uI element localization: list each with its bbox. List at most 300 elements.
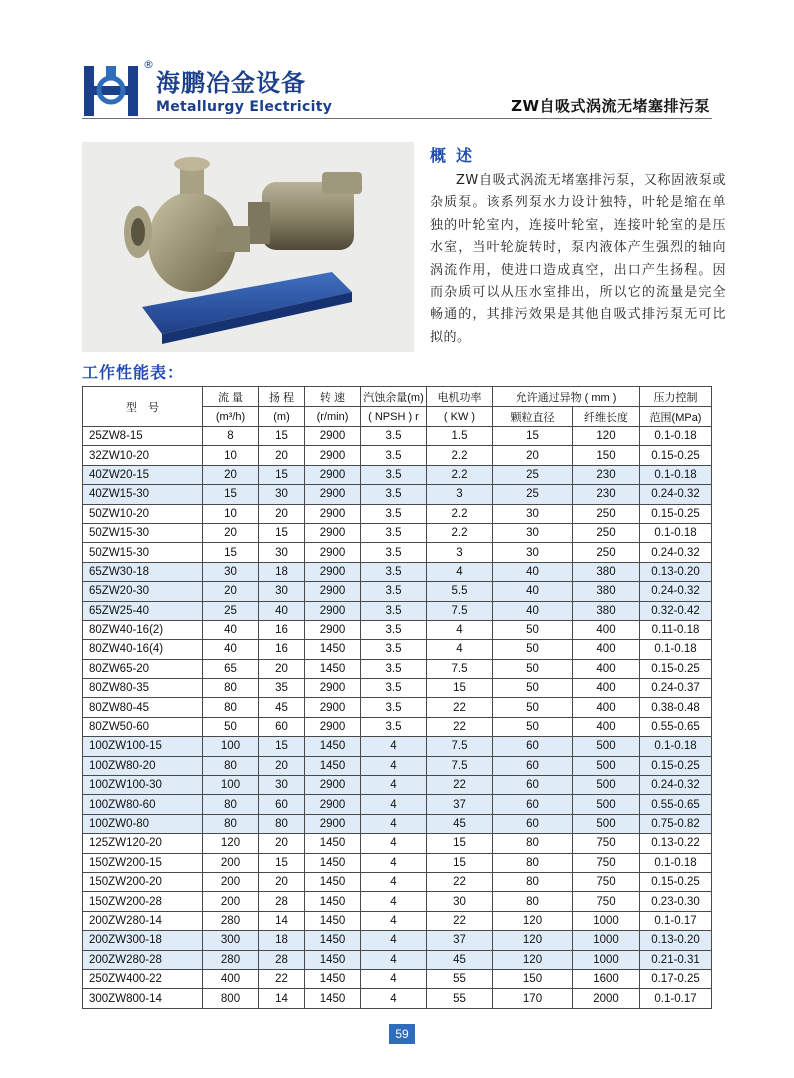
cell-head: 30 bbox=[259, 485, 305, 504]
cell-head: 20 bbox=[259, 446, 305, 465]
cell-pressure: 0.1-0.18 bbox=[640, 640, 712, 659]
cell-speed: 2900 bbox=[305, 543, 361, 562]
cell-power: 4 bbox=[427, 640, 493, 659]
table-row bbox=[83, 737, 712, 756]
cell-head: 15 bbox=[259, 737, 305, 756]
cell-power: 30 bbox=[427, 892, 493, 911]
cell-power: 3 bbox=[427, 543, 493, 562]
cell-head: 15 bbox=[259, 523, 305, 542]
header-pressure: 压力控制 bbox=[640, 387, 712, 407]
product-photo bbox=[82, 142, 414, 352]
cell-pressure: 0.13-0.20 bbox=[640, 562, 712, 581]
cell-model: 100ZW100-15 bbox=[83, 737, 203, 756]
cell-pressure: 0.15-0.25 bbox=[640, 756, 712, 775]
cell-model: 80ZW65-20 bbox=[83, 659, 203, 678]
cell-head: 30 bbox=[259, 543, 305, 562]
cell-flow: 10 bbox=[203, 504, 259, 523]
cell-power: 7.5 bbox=[427, 756, 493, 775]
cell-flow: 800 bbox=[203, 989, 259, 1008]
cell-power: 15 bbox=[427, 679, 493, 698]
cell-head: 60 bbox=[259, 717, 305, 736]
brand-logo-icon bbox=[82, 62, 142, 120]
cell-power: 3 bbox=[427, 485, 493, 504]
cell-fiber: 400 bbox=[573, 698, 640, 717]
cell-fiber: 400 bbox=[573, 659, 640, 678]
header-particle: 颗粒直径 bbox=[493, 407, 573, 427]
cell-npsh: 3.5 bbox=[361, 485, 427, 504]
cell-npsh: 3.5 bbox=[361, 659, 427, 678]
cell-power: 22 bbox=[427, 698, 493, 717]
cell-particle: 50 bbox=[493, 659, 573, 678]
table-row bbox=[83, 698, 712, 717]
cell-model: 150ZW200-28 bbox=[83, 892, 203, 911]
cell-speed: 1450 bbox=[305, 969, 361, 988]
table-row bbox=[83, 853, 712, 872]
cell-particle: 150 bbox=[493, 969, 573, 988]
cell-pressure: 0.1-0.17 bbox=[640, 911, 712, 930]
cell-npsh: 4 bbox=[361, 872, 427, 891]
pump-illustration bbox=[82, 142, 414, 352]
cell-fiber: 400 bbox=[573, 679, 640, 698]
cell-npsh: 4 bbox=[361, 795, 427, 814]
cell-fiber: 230 bbox=[573, 485, 640, 504]
cell-npsh: 3.5 bbox=[361, 717, 427, 736]
cell-head: 20 bbox=[259, 659, 305, 678]
cell-pressure: 0.1-0.18 bbox=[640, 737, 712, 756]
cell-fiber: 1000 bbox=[573, 911, 640, 930]
table-row bbox=[83, 485, 712, 504]
table-row bbox=[83, 931, 712, 950]
cell-speed: 1450 bbox=[305, 931, 361, 950]
cell-pressure: 0.21-0.31 bbox=[640, 950, 712, 969]
cell-flow: 100 bbox=[203, 737, 259, 756]
cell-particle: 60 bbox=[493, 756, 573, 775]
table-row bbox=[83, 562, 712, 581]
cell-particle: 60 bbox=[493, 814, 573, 833]
cell-speed: 2900 bbox=[305, 485, 361, 504]
cell-power: 22 bbox=[427, 872, 493, 891]
cell-head: 14 bbox=[259, 911, 305, 930]
cell-flow: 20 bbox=[203, 523, 259, 542]
cell-power: 15 bbox=[427, 834, 493, 853]
header-model: 型 号 bbox=[83, 387, 203, 427]
cell-npsh: 3.5 bbox=[361, 427, 427, 446]
cell-model: 100ZW80-20 bbox=[83, 756, 203, 775]
cell-fiber: 230 bbox=[573, 465, 640, 484]
cell-fiber: 250 bbox=[573, 523, 640, 542]
cell-npsh: 4 bbox=[361, 814, 427, 833]
cell-power: 7.5 bbox=[427, 659, 493, 678]
table-row bbox=[83, 504, 712, 523]
cell-fiber: 750 bbox=[573, 892, 640, 911]
cell-particle: 25 bbox=[493, 465, 573, 484]
cell-power: 4 bbox=[427, 562, 493, 581]
cell-speed: 1450 bbox=[305, 892, 361, 911]
table-body bbox=[83, 427, 712, 1009]
cell-flow: 20 bbox=[203, 582, 259, 601]
cell-pressure: 0.1-0.18 bbox=[640, 465, 712, 484]
cell-pressure: 0.1-0.18 bbox=[640, 523, 712, 542]
cell-pressure: 0.24-0.37 bbox=[640, 679, 712, 698]
cell-model: 40ZW15-30 bbox=[83, 485, 203, 504]
cell-flow: 30 bbox=[203, 562, 259, 581]
cell-particle: 30 bbox=[493, 504, 573, 523]
cell-fiber: 380 bbox=[573, 562, 640, 581]
cell-particle: 40 bbox=[493, 601, 573, 620]
page-number: 59 bbox=[389, 1024, 415, 1044]
cell-head: 18 bbox=[259, 562, 305, 581]
cell-pressure: 0.13-0.20 bbox=[640, 931, 712, 950]
cell-npsh: 4 bbox=[361, 892, 427, 911]
cell-power: 2.2 bbox=[427, 523, 493, 542]
cell-npsh: 3.5 bbox=[361, 620, 427, 639]
cell-particle: 50 bbox=[493, 620, 573, 639]
cell-head: 80 bbox=[259, 814, 305, 833]
cell-head: 30 bbox=[259, 582, 305, 601]
cell-particle: 120 bbox=[493, 931, 573, 950]
cell-model: 250ZW400-22 bbox=[83, 969, 203, 988]
cell-fiber: 500 bbox=[573, 737, 640, 756]
cell-npsh: 4 bbox=[361, 776, 427, 795]
cell-fiber: 250 bbox=[573, 543, 640, 562]
cell-speed: 2900 bbox=[305, 620, 361, 639]
cell-head: 28 bbox=[259, 892, 305, 911]
cell-npsh: 3.5 bbox=[361, 698, 427, 717]
cell-model: 50ZW15-30 bbox=[83, 523, 203, 542]
header-npsh: 汽蚀余量(m) bbox=[361, 387, 427, 407]
cell-particle: 30 bbox=[493, 543, 573, 562]
cell-fiber: 750 bbox=[573, 872, 640, 891]
cell-fiber: 500 bbox=[573, 756, 640, 775]
cell-power: 7.5 bbox=[427, 601, 493, 620]
cell-model: 125ZW120-20 bbox=[83, 834, 203, 853]
cell-power: 22 bbox=[427, 911, 493, 930]
cell-particle: 60 bbox=[493, 795, 573, 814]
cell-pressure: 0.55-0.65 bbox=[640, 717, 712, 736]
cell-particle: 40 bbox=[493, 582, 573, 601]
cell-speed: 2900 bbox=[305, 776, 361, 795]
cell-head: 45 bbox=[259, 698, 305, 717]
cell-speed: 2900 bbox=[305, 698, 361, 717]
cell-fiber: 380 bbox=[573, 582, 640, 601]
cell-npsh: 4 bbox=[361, 911, 427, 930]
cell-pressure: 0.15-0.25 bbox=[640, 659, 712, 678]
cell-power: 22 bbox=[427, 717, 493, 736]
cell-pressure: 0.75-0.82 bbox=[640, 814, 712, 833]
cell-pressure: 0.15-0.25 bbox=[640, 872, 712, 891]
cell-power: 2.2 bbox=[427, 465, 493, 484]
header-flow-unit: (m³/h) bbox=[203, 407, 259, 427]
cell-npsh: 4 bbox=[361, 950, 427, 969]
performance-table bbox=[82, 386, 712, 1009]
cell-speed: 2900 bbox=[305, 523, 361, 542]
cell-npsh: 3.5 bbox=[361, 465, 427, 484]
cell-head: 40 bbox=[259, 601, 305, 620]
cell-particle: 80 bbox=[493, 853, 573, 872]
table-row bbox=[83, 582, 712, 601]
cell-npsh: 3.5 bbox=[361, 543, 427, 562]
cell-fiber: 1000 bbox=[573, 950, 640, 969]
cell-model: 200ZW280-14 bbox=[83, 911, 203, 930]
cell-flow: 200 bbox=[203, 853, 259, 872]
header-divider bbox=[82, 118, 712, 119]
cell-fiber: 400 bbox=[573, 717, 640, 736]
table-row bbox=[83, 659, 712, 678]
cell-model: 25ZW8-15 bbox=[83, 427, 203, 446]
cell-pressure: 0.24-0.32 bbox=[640, 485, 712, 504]
cell-flow: 20 bbox=[203, 465, 259, 484]
table-row bbox=[83, 640, 712, 659]
table-row bbox=[83, 892, 712, 911]
cell-fiber: 1000 bbox=[573, 931, 640, 950]
table-row bbox=[83, 620, 712, 639]
cell-particle: 80 bbox=[493, 892, 573, 911]
table-row bbox=[83, 795, 712, 814]
cell-model: 150ZW200-15 bbox=[83, 853, 203, 872]
cell-speed: 1450 bbox=[305, 950, 361, 969]
cell-head: 15 bbox=[259, 427, 305, 446]
cell-flow: 25 bbox=[203, 601, 259, 620]
cell-fiber: 150 bbox=[573, 446, 640, 465]
overview-paragraph: ZW自吸式涡流无堵塞排污泵，又称固液泵或杂质泵。该系列泵水力设计独特，叶轮是缩在单独的叶轮室内，连接叶轮室，连接叶轮室的是压水室，当叶轮旋转时，泵内液体产生强烈的轴向涡流作用，使进口造成真空，出口产生扬程。因而杂质可以从压水室排出，所以它的流量是完全畅通的，其排污效果是其他自吸式排污泵无可比拟的。 bbox=[430, 173, 726, 345]
cell-model: 80ZW80-45 bbox=[83, 698, 203, 717]
brand-name-en: Metallurgy Electricity bbox=[156, 99, 333, 115]
cell-fiber: 500 bbox=[573, 795, 640, 814]
cell-speed: 2900 bbox=[305, 504, 361, 523]
cell-power: 15 bbox=[427, 853, 493, 872]
cell-speed: 1450 bbox=[305, 872, 361, 891]
cell-speed: 2900 bbox=[305, 446, 361, 465]
table-row bbox=[83, 756, 712, 775]
performance-table-heading: 工作性能表： bbox=[82, 363, 185, 382]
table-row bbox=[83, 543, 712, 562]
cell-speed: 2900 bbox=[305, 795, 361, 814]
header-power-unit: ( KW ) bbox=[427, 407, 493, 427]
cell-flow: 80 bbox=[203, 795, 259, 814]
cell-fiber: 250 bbox=[573, 504, 640, 523]
cell-speed: 2900 bbox=[305, 717, 361, 736]
cell-flow: 300 bbox=[203, 931, 259, 950]
cell-power: 37 bbox=[427, 795, 493, 814]
header-power: 电机功率 bbox=[427, 387, 493, 407]
table-row bbox=[83, 601, 712, 620]
cell-pressure: 0.13-0.22 bbox=[640, 834, 712, 853]
header-pressure-unit: 范围(MPa) bbox=[640, 407, 712, 427]
cell-model: 32ZW10-20 bbox=[83, 446, 203, 465]
cell-head: 20 bbox=[259, 504, 305, 523]
cell-flow: 80 bbox=[203, 814, 259, 833]
cell-pressure: 0.38-0.48 bbox=[640, 698, 712, 717]
header-speed-unit: (r/min) bbox=[305, 407, 361, 427]
cell-npsh: 4 bbox=[361, 969, 427, 988]
header-head-unit: (m) bbox=[259, 407, 305, 427]
cell-model: 80ZW40-16(2) bbox=[83, 620, 203, 639]
cell-speed: 2900 bbox=[305, 814, 361, 833]
table-row bbox=[83, 427, 712, 446]
cell-head: 14 bbox=[259, 989, 305, 1008]
cell-flow: 8 bbox=[203, 427, 259, 446]
cell-flow: 80 bbox=[203, 756, 259, 775]
cell-pressure: 0.23-0.30 bbox=[640, 892, 712, 911]
cell-model: 100ZW80-60 bbox=[83, 795, 203, 814]
table-row bbox=[83, 717, 712, 736]
cell-speed: 1450 bbox=[305, 640, 361, 659]
cell-speed: 2900 bbox=[305, 582, 361, 601]
cell-flow: 120 bbox=[203, 834, 259, 853]
cell-pressure: 0.55-0.65 bbox=[640, 795, 712, 814]
cell-pressure: 0.1-0.18 bbox=[640, 853, 712, 872]
cell-particle: 50 bbox=[493, 679, 573, 698]
cell-flow: 200 bbox=[203, 872, 259, 891]
cell-model: 65ZW20-30 bbox=[83, 582, 203, 601]
cell-fiber: 500 bbox=[573, 776, 640, 795]
cell-npsh: 4 bbox=[361, 737, 427, 756]
table-row bbox=[83, 523, 712, 542]
table-row bbox=[83, 776, 712, 795]
cell-flow: 15 bbox=[203, 485, 259, 504]
table-header bbox=[83, 387, 712, 427]
cell-model: 200ZW280-28 bbox=[83, 950, 203, 969]
cell-pressure: 0.15-0.25 bbox=[640, 446, 712, 465]
cell-fiber: 2000 bbox=[573, 989, 640, 1008]
cell-model: 50ZW10-20 bbox=[83, 504, 203, 523]
cell-fiber: 400 bbox=[573, 620, 640, 639]
cell-npsh: 3.5 bbox=[361, 679, 427, 698]
cell-power: 55 bbox=[427, 969, 493, 988]
cell-power: 37 bbox=[427, 931, 493, 950]
cell-particle: 30 bbox=[493, 523, 573, 542]
cell-head: 20 bbox=[259, 872, 305, 891]
cell-power: 2.2 bbox=[427, 446, 493, 465]
cell-model: 100ZW0-80 bbox=[83, 814, 203, 833]
cell-model: 100ZW100-30 bbox=[83, 776, 203, 795]
table-row bbox=[83, 989, 712, 1008]
cell-flow: 80 bbox=[203, 679, 259, 698]
cell-speed: 2900 bbox=[305, 601, 361, 620]
cell-pressure: 0.24-0.32 bbox=[640, 543, 712, 562]
cell-model: 80ZW50-60 bbox=[83, 717, 203, 736]
cell-flow: 65 bbox=[203, 659, 259, 678]
cell-flow: 15 bbox=[203, 543, 259, 562]
product-title: ZW自吸式涡流无堵塞排污泵 bbox=[511, 97, 710, 115]
cell-particle: 50 bbox=[493, 717, 573, 736]
cell-npsh: 3.5 bbox=[361, 562, 427, 581]
cell-flow: 10 bbox=[203, 446, 259, 465]
cell-fiber: 500 bbox=[573, 814, 640, 833]
cell-particle: 170 bbox=[493, 989, 573, 1008]
cell-head: 15 bbox=[259, 465, 305, 484]
cell-head: 28 bbox=[259, 950, 305, 969]
cell-head: 30 bbox=[259, 776, 305, 795]
header-fiber: 纤维长度 bbox=[573, 407, 640, 427]
cell-pressure: 0.1-0.18 bbox=[640, 427, 712, 446]
cell-particle: 15 bbox=[493, 427, 573, 446]
cell-model: 50ZW15-30 bbox=[83, 543, 203, 562]
brand-name-cn: 海鹏冶金设备 bbox=[156, 69, 306, 97]
cell-head: 35 bbox=[259, 679, 305, 698]
cell-npsh: 4 bbox=[361, 989, 427, 1008]
cell-model: 80ZW40-16(4) bbox=[83, 640, 203, 659]
table-row bbox=[83, 911, 712, 930]
cell-npsh: 4 bbox=[361, 756, 427, 775]
cell-speed: 2900 bbox=[305, 562, 361, 581]
cell-fiber: 400 bbox=[573, 640, 640, 659]
cell-model: 40ZW20-15 bbox=[83, 465, 203, 484]
cell-speed: 1450 bbox=[305, 989, 361, 1008]
cell-fiber: 120 bbox=[573, 427, 640, 446]
cell-speed: 2900 bbox=[305, 465, 361, 484]
cell-power: 7.5 bbox=[427, 737, 493, 756]
cell-flow: 280 bbox=[203, 950, 259, 969]
table-row bbox=[83, 872, 712, 891]
table-row bbox=[83, 446, 712, 465]
cell-power: 1.5 bbox=[427, 427, 493, 446]
cell-fiber: 750 bbox=[573, 834, 640, 853]
header-passage: 允许通过异物 ( mm ) bbox=[493, 387, 640, 407]
cell-speed: 1450 bbox=[305, 834, 361, 853]
cell-particle: 120 bbox=[493, 950, 573, 969]
cell-pressure: 0.32-0.42 bbox=[640, 601, 712, 620]
cell-speed: 2900 bbox=[305, 427, 361, 446]
table-row bbox=[83, 950, 712, 969]
cell-power: 22 bbox=[427, 776, 493, 795]
cell-head: 20 bbox=[259, 834, 305, 853]
cell-pressure: 0.11-0.18 bbox=[640, 620, 712, 639]
cell-npsh: 3.5 bbox=[361, 504, 427, 523]
cell-flow: 40 bbox=[203, 640, 259, 659]
cell-speed: 1450 bbox=[305, 756, 361, 775]
cell-power: 4 bbox=[427, 620, 493, 639]
cell-particle: 80 bbox=[493, 872, 573, 891]
overview-heading: 概述 bbox=[430, 146, 483, 165]
cell-flow: 100 bbox=[203, 776, 259, 795]
cell-particle: 25 bbox=[493, 485, 573, 504]
header-head: 扬 程 bbox=[259, 387, 305, 407]
cell-particle: 40 bbox=[493, 562, 573, 581]
cell-pressure: 0.17-0.25 bbox=[640, 969, 712, 988]
cell-speed: 1450 bbox=[305, 853, 361, 872]
cell-flow: 80 bbox=[203, 698, 259, 717]
cell-npsh: 4 bbox=[361, 834, 427, 853]
brand-logo bbox=[82, 58, 342, 120]
cell-head: 16 bbox=[259, 640, 305, 659]
cell-power: 2.2 bbox=[427, 504, 493, 523]
table-row bbox=[83, 465, 712, 484]
cell-power: 55 bbox=[427, 989, 493, 1008]
cell-fiber: 1600 bbox=[573, 969, 640, 988]
cell-flow: 200 bbox=[203, 892, 259, 911]
cell-head: 15 bbox=[259, 853, 305, 872]
cell-power: 5.5 bbox=[427, 582, 493, 601]
cell-npsh: 3.5 bbox=[361, 446, 427, 465]
cell-pressure: 0.24-0.32 bbox=[640, 776, 712, 795]
cell-model: 65ZW25-40 bbox=[83, 601, 203, 620]
header-speed: 转 速 bbox=[305, 387, 361, 407]
cell-particle: 80 bbox=[493, 834, 573, 853]
cell-speed: 1450 bbox=[305, 659, 361, 678]
cell-fiber: 750 bbox=[573, 853, 640, 872]
cell-speed: 2900 bbox=[305, 679, 361, 698]
cell-npsh: 3.5 bbox=[361, 582, 427, 601]
cell-speed: 1450 bbox=[305, 911, 361, 930]
cell-model: 200ZW300-18 bbox=[83, 931, 203, 950]
table-row bbox=[83, 814, 712, 833]
cell-npsh: 4 bbox=[361, 853, 427, 872]
cell-power: 45 bbox=[427, 950, 493, 969]
registered-mark: ® bbox=[143, 58, 154, 71]
header-flow: 流 量 bbox=[203, 387, 259, 407]
cell-head: 22 bbox=[259, 969, 305, 988]
